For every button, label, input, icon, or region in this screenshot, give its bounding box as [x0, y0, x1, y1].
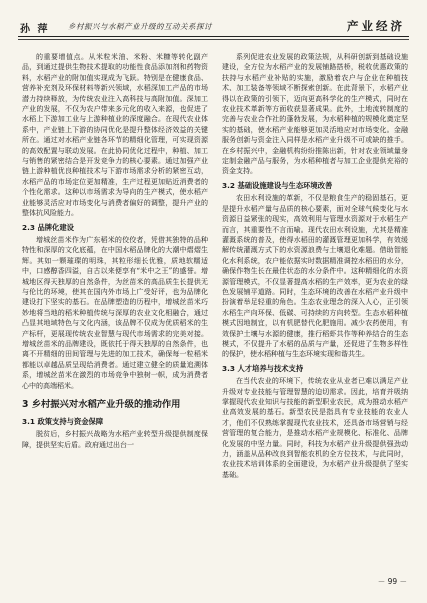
- section-heading-3-2: 3.2 基础设施建设与生态环境改善: [222, 180, 333, 190]
- paragraph: 的重要增值点。从米粒米油、米粉、米糠等转化副产品，到通过提供生物技术提取的功能性食品添加剂和药物资料，水稻产业的附加值实现成为飞跃。特别是在健康食品、营养补充剂及环保材料等新兴领域，水稻深加工产品的市场潜力持续释放，为传统农业注入高科技与高附加值。深加工产业的发展，不仅为农户带来多元化的收入来源，也促进了水稻上下游加工业与上游种植业的深度融合。在现代农业体系中，产业链上下游的协同优化是提升整体经济效益的关键所在。通过对水稻产业链各环节的精细化管理，可实现资源的高效配置与联动发展。在此协同优化过程中，种植、加工与销售的紧密结合是开发竞争力的核心要素。通过加强产业链上游种植优良种植技术与下游市场需求分析的紧密互动，水稻产品的市场定位更加精准，生产过程更加贴近消费者的个性化需求。这种以市场需求为导向的生产模式，使水稻产业能够灵活应对市场变化与消费者偏好的调整，提升产业的整体抗风险能力。: [22, 53, 208, 218]
- section-heading-3-3: 3.3 人才培养与技术支持: [222, 363, 304, 373]
- header-section-label: 产业经济: [347, 19, 405, 33]
- header-rule-thin: [18, 39, 409, 40]
- header-rule-thick: [18, 36, 409, 37]
- section-heading-2-3: 2.3 品牌化建设: [22, 222, 74, 232]
- paragraph: 在当代农业的环境下，传统农业从业者已难以满足产业升级对专业技能与管理智慧的迫切需求。因此，培育并吸纳掌握现代农业知识与技能的新型职业农民，成为推动水稻产业高效发展的基石。新型农民是指具有专业技能的农业人才，他们不仅熟练掌握现代农业技术，还具备市场营销与经营管理的复合能力，是推动水稻产业规模化、标准化、品牌化发展的中坚力量。同时，科技为水稻产业升级提供强劲动力，涵盖从品种改良到智能农机的全方位技术，与此同时，农业技术培训体系的全面建设，为水稻产业升级提供了坚实基础。: [222, 377, 408, 479]
- header-article-title: 乡村振兴与水稻产业升级的互动关系探讨: [68, 22, 212, 31]
- running-header: [18, 14, 409, 48]
- right-column: [222, 52, 408, 480]
- header-author: 孙 萍: [20, 24, 50, 35]
- paragraph: 农田水利设施的革新，不仅是粮食生产的稳固基石，更是提升水稻产量与品质的核心要素，面对全球气候变化与水资源日益紧张的现实，高效利用与管理水资源对于水稻生产而言，其重要性不言而喻。现代农田水利设施，尤其是精准灌溉系统的普及，使得水稻田的灌溉管理更加科学，有效缓解传统灌溉方式下的水资源浪费与土壤退化难题。借助智能化水利系统，农户能依据实时数据精准调控水稻田的水分，确保作物生长在最佳状态的水分条件中。这种精细化的水资源管理模式，不仅显著提高水稻的生产效率，更为农业的绿色发展铺平道路。同时，生态环境的改善在水稻产业升级中扮演着举足轻重的角色。生态农业理念的深入人心，正引领水稻生产向环保、低碳、可持续的方向转型。生态水稻种植模式因地制宜，以有机肥替代化肥施用。减少农药使用，有效保护土壤与水源的健康，推行稻虾共作等种养结合的生态模式，不仅提升了水稻的品质与产量，还促进了生物多样性的保护，使水稻种植与生态环境实现和谐共生。: [222, 194, 408, 359]
- left-column: [22, 52, 208, 450]
- paragraph: 增城丝苗米作为广东稻米的佼佼者，凭借其独特的品种特性和深厚的文化底蕴，在中国水稻品牌化的大潮中熠熠生辉。其如一颗璀璨的明珠，其粒形细长优雅，质地软糯适中，口感醇香四溢，自古以来便享有“米中之王”的盛誉。增城地区得天独厚的自然条件，为丝苗米的高品质生长提供无与伦比的环境，使其在国内外市场上广受好评，也为品牌化建设打下坚实的基石。在品牌塑造的历程中，增城丝苗米巧妙地将当地的稻米种植传统与深厚的农业文化相融合，通过凸显其地域特色与文化内涵，该品牌不仅成为优质稻米的生产标杆，更展现传统农业智慧与现代市场需求的完美对接。增城丝苗米的品牌建设，既依托于得天独厚的自然条件，也离不开精细的田间管理与先进的加工技术，确保每一粒稻米都能以卓越品质呈现给消费者。通过建立健全的质量追溯体系，增城丝苗米在激烈的市场竞争中独树一帜，成为消费者心中的高端稻米。: [22, 235, 208, 390]
- section-heading-3-1: 3.1 政策支持与资金保障: [22, 417, 104, 426]
- section-heading-3: 3 乡村振兴对水稻产业升级的推动作用: [22, 399, 181, 410]
- page-number: － 99 －: [377, 577, 407, 586]
- paragraph: 系列促进农业发展的政策法规，从科研创新到基础设施建设，全方位为水稻产业的发展铺路搭桥，税收优惠政策的扶持与水稻产业补贴的实施，激励着农户与企业在种植技术、加工装备等领域不断探索创新。在此背景下，水稻产业得以在政策的引领下，迈向更高科学化的生产模式，同时在农业技术革新等方面收获显著成果。此外，土地流转制度的完善与农业合作社的蓬勃发展，为水稻种植的规模化奠定坚实的基础，使水稻产业能够更加灵活地应对市场变化。金融服务创新与资金注入同样是水稻产业升级不可或缺的推手。在乡村振兴中，金融机构纷纷推陈出新，针对农业领域量身定制金融产品与服务，为水稻种植者与加工企业提供充裕的资金支持。: [222, 53, 408, 176]
- paragraph: 脱贫后，乡村振兴战略为水稻产业转型升级提供制度保障，提供坚实后盾。政府通过出台一: [22, 430, 208, 449]
